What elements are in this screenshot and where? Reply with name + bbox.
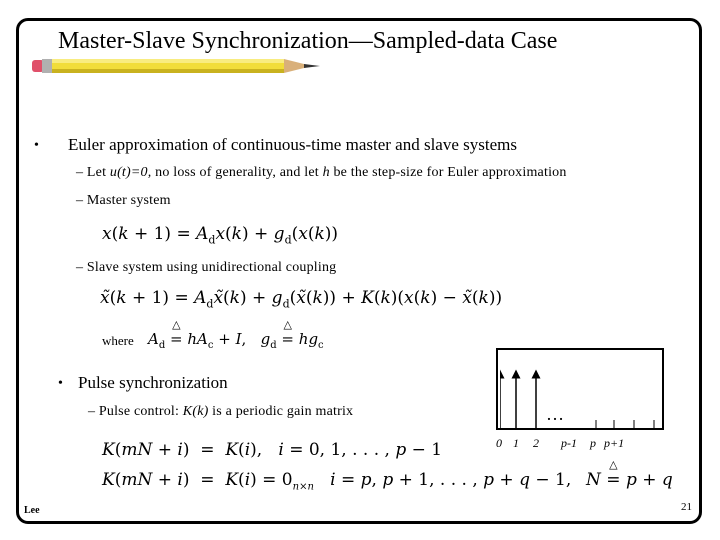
page-number: 21 (681, 501, 692, 513)
bullet2-heading: Pulse synchronization (78, 373, 228, 392)
pulse-equation-3: N △ = p + q (586, 470, 673, 490)
where-label: where (102, 333, 134, 348)
bullet-dot: • (58, 376, 63, 391)
pulse-equation-1: K(mN + i) = K(i), i = 0, 1, . . . , p − 1 (102, 440, 443, 460)
bullet1-sub1: – Let u(t)=0, no loss of generality, and let h be the step-size for Euler approximation (76, 165, 567, 180)
bullet1-sub2: – Master system (76, 193, 171, 208)
slide-title: Master-Slave Synchronization—Sampled-data Case (58, 28, 558, 54)
master-equation: $x(k + 1) = A_dx(k) + g_d(x(k))$ (102, 224, 339, 247)
slave-equation: x̃(k + $1) = A_dx̃(k)$ + $g_d(x̃(k)) + K(k)(x(k)$ − x̃(k)) (100, 288, 503, 311)
bullet-dot: • (34, 138, 39, 153)
pulse-arrows (500, 360, 675, 435)
bullet1-heading: Euler approximation of continuous-time master and slave systems (68, 135, 517, 154)
tick-label-p-1: p-1 (561, 436, 577, 450)
tick-label-1: 1 (513, 436, 519, 450)
pulse-ellipsis: … (546, 404, 564, 424)
where-equations: $A_d$ △ = $hA_c + I$, $g_d$ △ = $hg_c$ (148, 330, 324, 351)
pencil-icon (30, 54, 322, 78)
tick-label-p: p (590, 436, 596, 450)
bullet2-sub1: – Pulse control: K(k) is a periodic gain matrix (88, 404, 354, 419)
bullet1-sub3: – Slave system using unidirectional coupling (76, 260, 337, 275)
pulse-equation-2: $K(mN + i) = K(i) = 0_{n\times n}$ i = p, p + 1, . . . , p + q − 1, (102, 470, 572, 493)
tick-label-p+1: p+1 (604, 436, 625, 450)
tick-label-2: 2 (533, 436, 539, 450)
footer-author: Lee (24, 505, 40, 516)
tick-label-0: 0 (496, 436, 502, 450)
